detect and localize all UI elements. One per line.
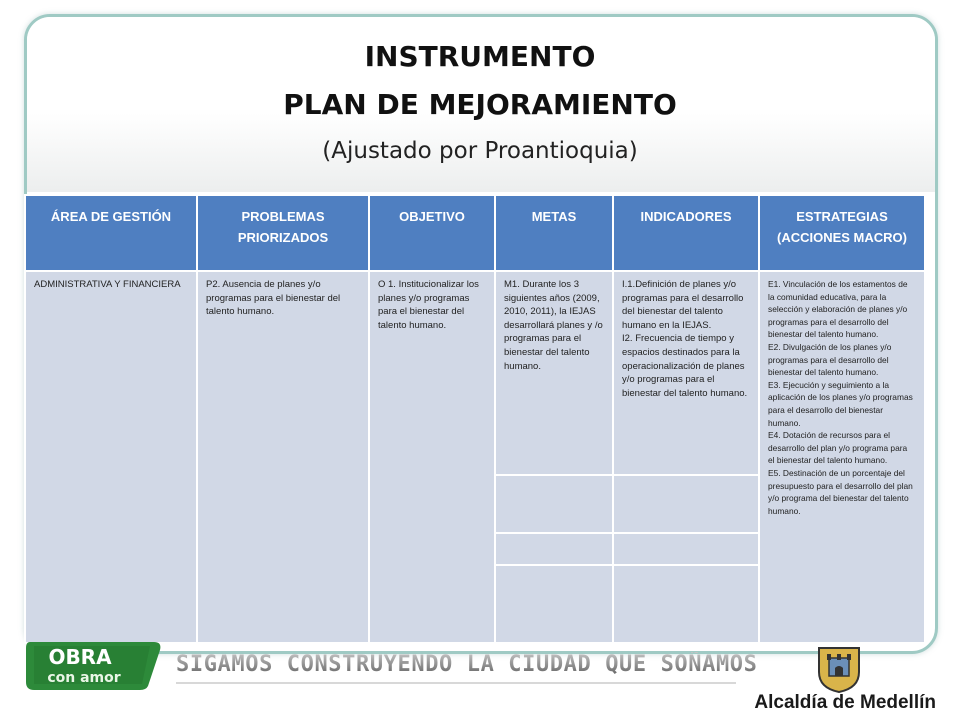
slogan: SIGAMOS CONSTRUYENDO LA CIUDAD QUE SOÑAMOS: [176, 652, 758, 677]
cell-meta: M1. Durante los 3 siguientes años (2009, 2010, 2011), la IEJAS desarrollará planes y /o programas para el bienestar del talento humano.: [495, 271, 613, 475]
table-row: [25, 271, 925, 475]
logo-text-con-amor: con amor: [47, 670, 121, 686]
title-plan: PLAN DE MEJORAMIENTO: [283, 88, 677, 121]
alcaldia-logo-text: Alcaldía de Medellín: [754, 692, 936, 713]
col-header-area: ÁREA DE GESTIÓN: [25, 195, 197, 271]
cell-empty: [613, 475, 759, 533]
col-header-indicadores: INDICADORES: [613, 195, 759, 271]
estrategia-4: E4. Dotación de recursos para el desarrollo del plan y/o programa para el bienestar del talento humano.: [768, 430, 908, 466]
estrategia-2: E2. Divulgación de los planes y/o programas para el desarrollo del bienestar del talento humano.: [768, 341, 892, 378]
col-header-estrategias: ESTRATEGIAS (ACCIONES MACRO): [759, 195, 925, 271]
cell-empty: [613, 565, 759, 643]
indicador-2: I2. Frecuencia de tiempo y espacios destinados para la operacionalización de planes y/o programas para el bienestar del talento humano.: [622, 333, 748, 399]
logo-text-obra: OBRA: [48, 645, 112, 669]
cell-indicadores: [613, 271, 759, 475]
estrategia-1: E1. Vinculación de los estamentos de la comunidad educativa, para la selección y elaboración de planes y/o programas para el desarrollo del bienestar del talento humano.: [768, 279, 908, 340]
cell-empty: [495, 475, 613, 533]
subtitle: (Ajustado por Proantioquia): [322, 138, 638, 164]
slogan-underline: [176, 682, 736, 684]
medellin-shield-icon: [815, 644, 863, 694]
plan-table: [24, 194, 926, 644]
cell-estrategias: [759, 271, 925, 643]
col-header-problemas: PROBLEMAS PRIORIZADOS: [197, 195, 369, 271]
footer: [0, 640, 960, 720]
indicador-1: I.1.Definición de planes y/o programas para el desarrollo del bienestar del talento humano en la IEJAS.: [622, 279, 744, 331]
cell-empty: [495, 565, 613, 643]
cell-empty: [495, 533, 613, 565]
table-header-row: [25, 195, 925, 271]
obra-con-amor-logo: [24, 640, 164, 692]
cell-area: ADMINISTRATIVA Y FINANCIERA: [25, 271, 197, 643]
cell-empty: [613, 533, 759, 565]
title-instrumento: INSTRUMENTO: [364, 40, 596, 73]
cell-problema: P2. Ausencia de planes y/o programas para el bienestar del talento humano.: [197, 271, 369, 643]
estrategia-3: E3. Ejecución y seguimiento a la aplicación de los planes y/o programas para el desarrollo del bienestar humano.: [768, 379, 913, 428]
cell-objetivo: O 1. Institucionalizar los planes y/o programas para el bienestar del talento humano.: [369, 271, 495, 643]
col-header-metas: METAS: [495, 195, 613, 271]
estrategia-5: E5. Destinación de un porcentaje del presupuesto para el desarrollo del plan y/o programa del bienestar del talento humano.: [768, 467, 913, 516]
col-header-objetivo: OBJETIVO: [369, 195, 495, 271]
